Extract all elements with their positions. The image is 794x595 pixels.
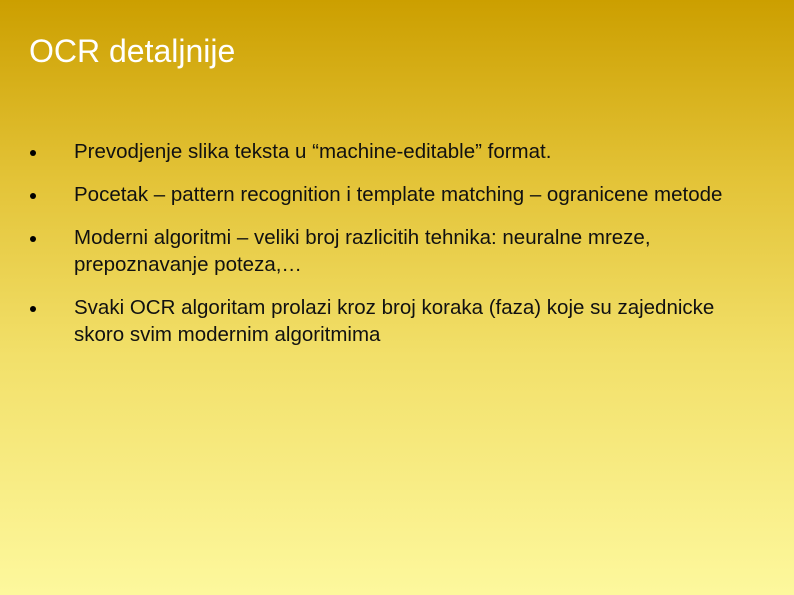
bullet-dot-icon — [30, 306, 36, 312]
bullet-item — [30, 224, 760, 278]
bullet-dot-icon — [30, 150, 36, 156]
bullet-item — [30, 294, 760, 348]
bullet-dot-icon — [30, 236, 36, 242]
bullet-dot-icon — [30, 193, 36, 199]
bullet-text: Moderni algoritmi – veliki broj razlicitih tehnika: neuralne mreze, prepoznavanje poteza,… — [74, 226, 651, 276]
bullet-text: Pocetak – pattern recognition i template matching – ogranicene metode — [74, 183, 723, 206]
bullet-text: Svaki OCR algoritam prolazi kroz broj koraka (faza) koje su zajednicke skoro svim modernim algoritmima — [74, 296, 715, 346]
bullet-item — [30, 138, 760, 165]
bullet-item — [30, 181, 760, 208]
bullet-text: Prevodjenje slika teksta u “machine-editable” format. — [74, 140, 552, 163]
bullet-list — [30, 138, 760, 364]
slide-title: OCR detaljnije — [29, 33, 236, 69]
